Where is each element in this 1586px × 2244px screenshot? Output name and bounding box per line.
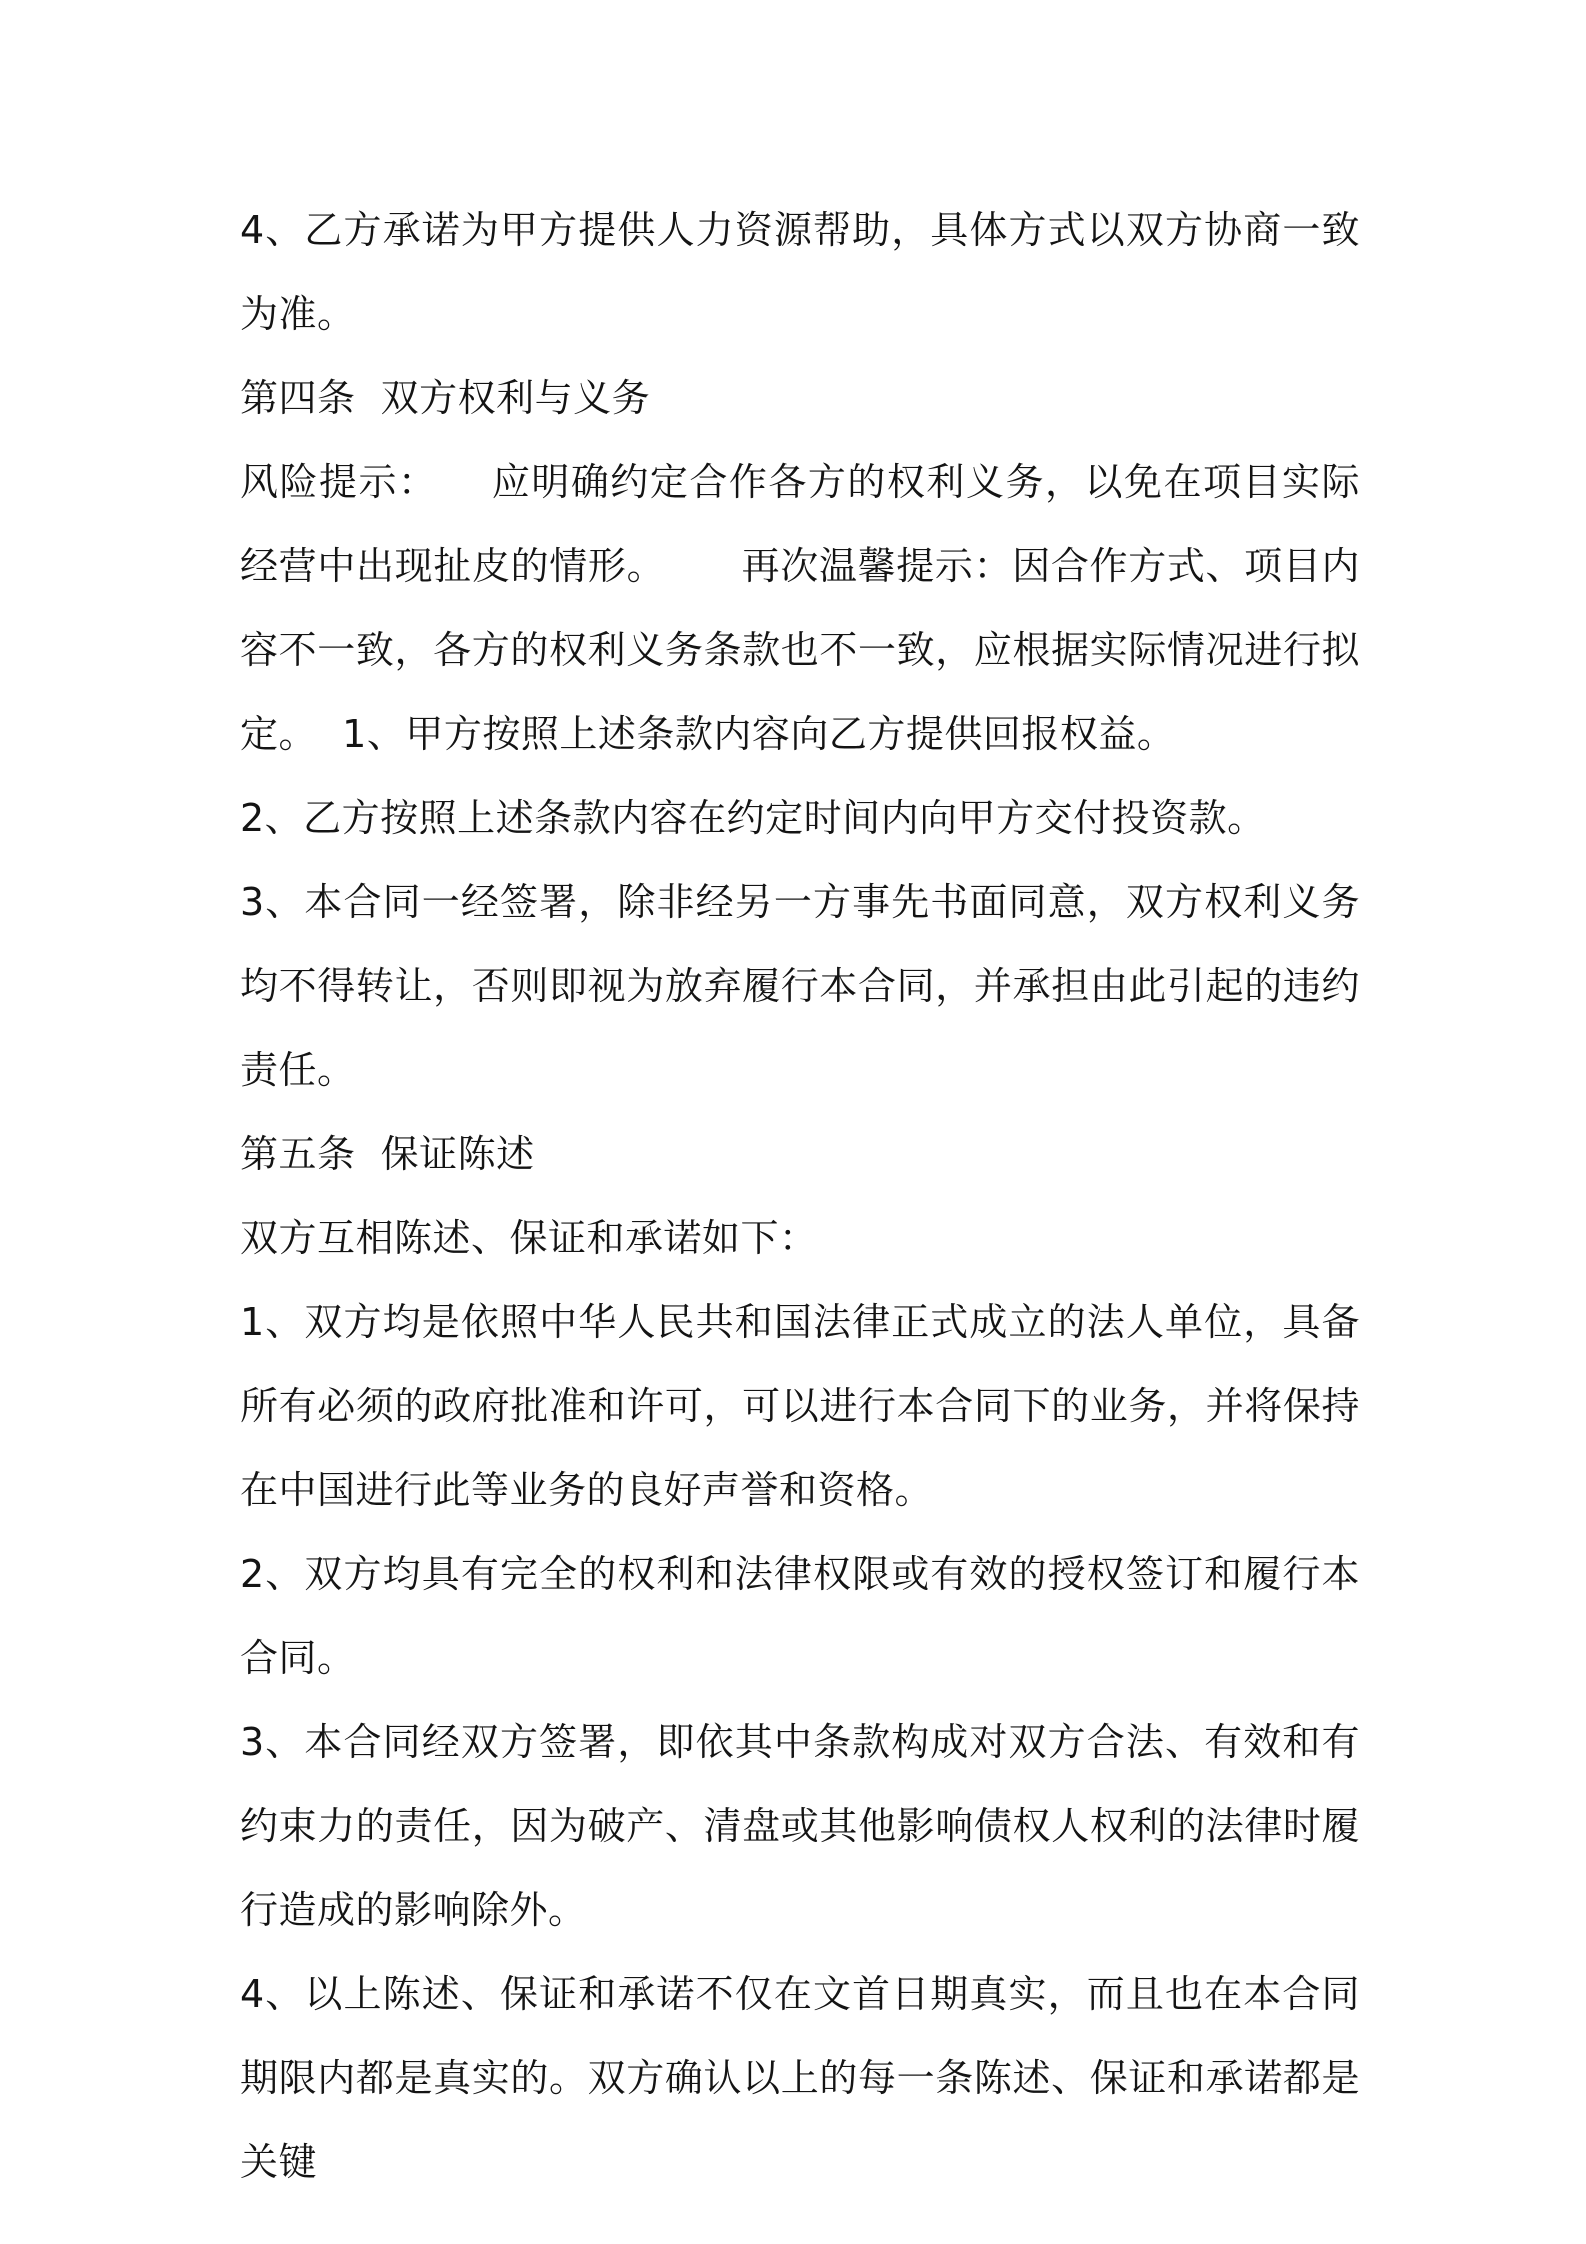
clause-5-item-4: 4、以上陈述、保证和承诺不仅在文首日期真实，而且也在本合同期限内都是真实的。双方确认以上的每一条陈述、保证和承诺都是关键 (240, 1972, 1360, 2184)
clause-4-item-3: 3、本合同一经签署，除非经另一方事先书面同意，双方权利义务均不得转让，否则即视为放弃履行本合同，并承担由此引起的违约责任。 (240, 880, 1360, 1092)
clause-5-item-2: 2、双方均具有完全的权利和法律权限或有效的授权签订和履行本合同。 (240, 1552, 1360, 1680)
article-5-heading: 第五条 保证陈述 (240, 1132, 535, 1176)
document-body (240, 188, 1360, 2204)
clause-5-item-1: 1、双方均是依照中华人民共和国法律正式成立的法人单位，具备所有必须的政府批准和许可，可以进行本合同下的业务，并将保持在中国进行此等业务的良好声誉和资格。 (240, 1300, 1360, 1512)
clause-5-item-3: 3、本合同经双方签署，即依其中条款构成对双方合法、有效和有约束力的责任，因为破产、清盘或其他影响债权人权利的法律时履行造成的影响除外。 (240, 1720, 1360, 1932)
clause-3-item-4: 4、乙方承诺为甲方提供人力资源帮助，具体方式以双方协商一致为准。 (240, 208, 1360, 336)
article-4-heading: 第四条 双方权利与义务 (240, 376, 651, 420)
article-5-intro: 双方互相陈述、保证和承诺如下： (240, 1216, 818, 1260)
clause-4-item-2: 2、乙方按照上述条款内容在约定时间内向甲方交付投资款。 (240, 796, 1266, 840)
risk-notice-paragraph: 风险提示： 应明确约定合作各方的权利义务，以免在项目实际经营中出现扯皮的情形。 再次温馨提示：因合作方式、项目内容不一致，各方的权利义务条款也不一致，应根据实际情况进行拟定。 1、甲方按照上述条款内容向乙方提供回报权益。 (240, 460, 1360, 756)
